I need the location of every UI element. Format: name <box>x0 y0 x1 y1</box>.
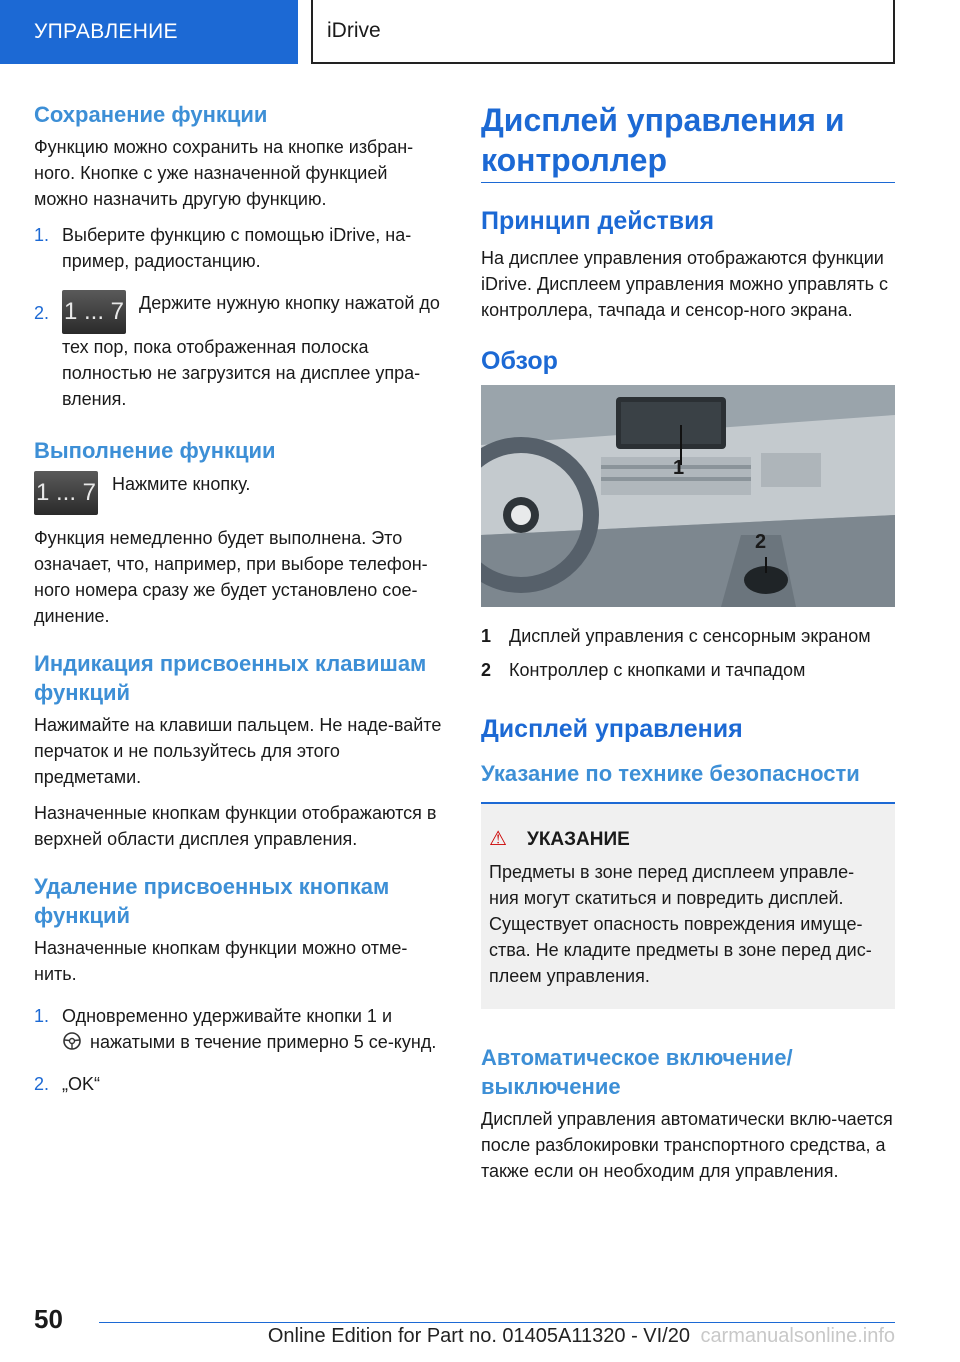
cockpit-photo <box>481 385 895 607</box>
step-text: „OK“ <box>62 1074 100 1094</box>
warning-triangle-icon: ⚠ <box>489 828 507 850</box>
execute-function-heading: Выполнение функции <box>34 438 276 463</box>
favorite-button-icon: 1 ... 7 <box>62 290 126 334</box>
photo-callout-2: 2 <box>755 531 767 553</box>
auto-on-off-heading: Автоматическое включение/ выключение <box>481 1045 793 1099</box>
save-function-text: Функцию можно сохранить на кнопке избран-ного. Кнопке с уже назначенной функцией можно назначить другую функцию. <box>34 137 414 209</box>
delete-heading: Удаление присвоенных кнопкам функций <box>34 874 390 928</box>
page-number: 50 <box>34 1304 63 1334</box>
step-text-a: Одновременно удерживайте кнопки 1 и <box>62 1006 392 1026</box>
warning-heading-row <box>485 826 875 853</box>
warning-heading: УКАЗАНИЕ <box>527 829 630 850</box>
cockpit-illustration <box>481 385 895 607</box>
indication-heading: Индикация присвоенных клавишам функций <box>34 651 427 705</box>
right-column <box>481 100 895 1194</box>
delete-step-1 <box>34 1003 446 1055</box>
step-number: 2. <box>34 1074 50 1094</box>
step-text: Держите нужную кнопку нажатой до тех пор, пока отображенная полоска полностью не загрузится на дисплее упра-вления. <box>62 293 440 409</box>
warning-box <box>481 802 895 1009</box>
delete-text: Назначенные кнопкам функции можно отме-нить. <box>34 938 408 984</box>
main-heading-block <box>481 100 895 183</box>
footer-rule <box>99 1322 895 1323</box>
press-button-text: Нажмите кнопку. <box>112 474 251 494</box>
step-number: 1. <box>34 225 50 245</box>
warning-text: Предметы в зоне перед дисплеем управле-ния могут скатиться и повредить дисплей. Существует опасность повреждения имуще-ства. Не кладите предметы в зоне перед дис-плеем управления. <box>489 862 872 986</box>
save-step-1 <box>34 222 446 274</box>
indication-text-2: Назначенные кнопкам функции отображаются в верхней области дисплея управления. <box>34 803 437 849</box>
delete-step-2 <box>34 1071 446 1097</box>
legend-number: 2 <box>481 660 492 680</box>
indication-text-1: Нажимайте на клавиши пальцем. Не наде-вайте перчаток и не пользуйтесь для этого предметами. <box>34 715 442 787</box>
footer-watermark: carmanualsonline.info <box>700 1325 895 1347</box>
execute-function-text: Функция немедленно будет выполнена. Это означает, что, например, при выборе телефон-ного номера сразу же будет установлено сое-динение. <box>34 528 428 626</box>
step-text: Выберите функцию с помощью iDrive, на-пример, радиостанцию. <box>62 225 412 271</box>
display-heading: Дисплей управления <box>481 715 743 743</box>
principle-heading: Принцип действия <box>481 207 715 235</box>
chapter-tab: iDrive <box>311 0 895 64</box>
photo-callout-1: 1 <box>673 457 685 479</box>
left-column <box>34 100 446 1113</box>
safety-heading: Указание по технике безопасности <box>481 761 860 786</box>
main-heading: Дисплей управления и контроллер <box>481 102 845 178</box>
legend-text: Контроллер с кнопками и тачпадом <box>509 660 806 680</box>
overview-heading: Обзор <box>481 347 558 375</box>
step-text-b: нажатыми в течение примерно 5 се-кунд. <box>90 1032 437 1052</box>
step-number: 1. <box>34 1006 50 1026</box>
save-step-2 <box>34 290 446 412</box>
section-tab: УПРАВЛЕНИЕ <box>0 0 298 64</box>
save-function-heading: Сохранение функции <box>34 102 268 127</box>
footer-edition: Online Edition for Part no. 01405A11320 - VI/20 <box>267 1325 690 1347</box>
favorite-button-icon: 1 ... 7 <box>34 471 98 515</box>
step-number: 2. <box>34 303 50 323</box>
legend-number: 1 <box>481 626 492 646</box>
principle-text: На дисплее управления отображаются функции iDrive. Дисплеем управления можно управлять с контроллера, тачпада и сенсор-ного экрана. <box>481 248 889 320</box>
steering-wheel-icon <box>62 1031 82 1051</box>
auto-on-off-text: Дисплей управления автоматически вклю-чается после разблокировки транспортного средства, а также если он необходим для управления. <box>481 1109 893 1181</box>
legend-text: Дисплей управления с сенсорным экраном <box>509 626 871 646</box>
legend-item-2 <box>481 657 895 683</box>
legend-item-1 <box>481 623 895 649</box>
